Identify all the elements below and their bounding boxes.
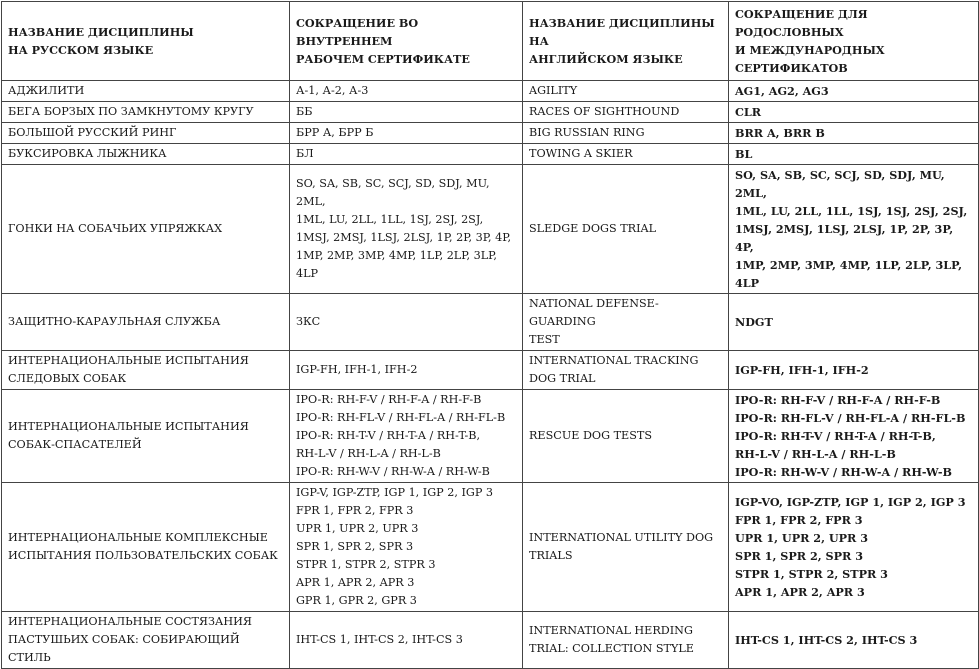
- cell-international-abbr: IHT-CS 1, IHT-CS 2, IHT-CS 3: [729, 612, 979, 669]
- table-row: [2, 351, 979, 390]
- cell-internal-abbr: БЛ: [290, 144, 523, 165]
- cell-ru-name: ГОНКИ НА СОБАЧЬИХ УПРЯЖКАХ: [2, 165, 290, 294]
- header-internal-abbr: СОКРАЩЕНИЕ ВО ВНУТРЕННЕМ РАБОЧЕМ СЕРТИФИКАТЕ: [290, 2, 523, 81]
- table-row: [2, 144, 979, 165]
- cell-international-abbr: BL: [729, 144, 979, 165]
- table-row: [2, 483, 979, 612]
- cell-ru-name: ИНТЕРНАЦИОНАЛЬНЫЕ СОСТЯЗАНИЯ ПАСТУШЬИХ СОБАК: СОБИРАЮЩИЙ СТИЛЬ: [2, 612, 290, 669]
- cell-internal-abbr: БРР А, БРР Б: [290, 123, 523, 144]
- cell-en-name: SLEDGE DOGS TRIAL: [523, 165, 729, 294]
- cell-international-abbr: BRR A, BRR B: [729, 123, 979, 144]
- cell-internal-abbr: IGP-FH, IFH-1, IFH-2: [290, 351, 523, 390]
- cell-ru-name: ЗАЩИТНО-КАРАУЛЬНАЯ СЛУЖБА: [2, 294, 290, 351]
- cell-internal-abbr: IHT-CS 1, IHT-CS 2, IHT-CS 3: [290, 612, 523, 669]
- cell-international-abbr: IGP-FH, IFH-1, IFH-2: [729, 351, 979, 390]
- cell-internal-abbr: А-1, А-2, А-3: [290, 81, 523, 102]
- table-row: [2, 612, 979, 669]
- cell-internal-abbr: SO, SA, SB, SC, SCJ, SD, SDJ, MU, 2ML, 1ML, LU, 2LL, 1LL, 1SJ, 2SJ, 2SJ, 1MSJ, 2MSJ, 1LSJ, 2LSJ, 1P, 2P, 3P, 4P, 1MP, 2MP, 3MP, 4MP, 1LP, 2LP, 3LP, 4LP: [290, 165, 523, 294]
- cell-internal-abbr: ЗКС: [290, 294, 523, 351]
- cell-internal-abbr: IGP-V, IGP-ZTP, IGP 1, IGP 2, IGP 3 FPR 1, FPR 2, FPR 3 UPR 1, UPR 2, UPR 3 SPR 1, SPR 2, SPR 3 STPR 1, STPR 2, STPR 3 APR 1, APR 2, APR 3 GPR 1, GPR 2, GPR 3: [290, 483, 523, 612]
- header-ru-name: НАЗВАНИЕ ДИСЦИПЛИНЫ НА РУССКОМ ЯЗЫКЕ: [2, 2, 290, 81]
- table-row: [2, 294, 979, 351]
- cell-en-name: RACES OF SIGHTHOUND: [523, 102, 729, 123]
- cell-en-name: NATIONAL DEFENSE-GUARDING TEST: [523, 294, 729, 351]
- cell-ru-name: АДЖИЛИТИ: [2, 81, 290, 102]
- table-row: [2, 102, 979, 123]
- cell-international-abbr: CLR: [729, 102, 979, 123]
- cell-ru-name: БОЛЬШОЙ РУССКИЙ РИНГ: [2, 123, 290, 144]
- table-row: [2, 123, 979, 144]
- cell-en-name: TOWING A SKIER: [523, 144, 729, 165]
- cell-international-abbr: SO, SA, SB, SC, SCJ, SD, SDJ, MU, 2ML, 1ML, LU, 2LL, 1LL, 1SJ, 1SJ, 2SJ, 2SJ, 1MSJ, 2MSJ, 1LSJ, 2LSJ, 1P, 2P, 3P, 4P, 1MP, 2MP, 3MP, 4MP, 1LP, 2LP, 3LP, 4LP: [729, 165, 979, 294]
- cell-international-abbr: NDGT: [729, 294, 979, 351]
- cell-ru-name: БУКСИРОВКА ЛЫЖНИКА: [2, 144, 290, 165]
- cell-en-name: INTERNATIONAL HERDING TRIAL: COLLECTION STYLE: [523, 612, 729, 669]
- cell-ru-name: ИНТЕРНАЦИОНАЛЬНЫЕ КОМПЛЕКСНЫЕ ИСПЫТАНИЯ ПОЛЬЗОВАТЕЛЬСКИХ СОБАК: [2, 483, 290, 612]
- header-en-name: НАЗВАНИЕ ДИСЦИПЛИНЫ НА АНГЛИЙСКОМ ЯЗЫКЕ: [523, 2, 729, 81]
- cell-en-name: RESCUE DOG TESTS: [523, 390, 729, 483]
- cell-international-abbr: AG1, AG2, AG3: [729, 81, 979, 102]
- cell-internal-abbr: IPO-R: RH-F-V / RH-F-A / RH-F-B IPO-R: RH-FL-V / RH-FL-A / RH-FL-B IPO-R: RH-T-V / RH-T-A / RH-T-B, RH-L-V / RH-L-A / RH-L-B IPO-R: RH-W-V / RH-W-A / RH-W-B: [290, 390, 523, 483]
- cell-ru-name: БЕГА БОРЗЫХ ПО ЗАМКНУТОМУ КРУГУ: [2, 102, 290, 123]
- cell-en-name: INTERNATIONAL UTILITY DOG TRIALS: [523, 483, 729, 612]
- table-row: [2, 81, 979, 102]
- header-international-abbr: СОКРАЩЕНИЕ ДЛЯ РОДОСЛОВНЫХ И МЕЖДУНАРОДНЫХ СЕРТИФИКАТОВ: [729, 2, 979, 81]
- disciplines-table: [1, 1, 979, 669]
- cell-ru-name: ИНТЕРНАЦИОНАЛЬНЫЕ ИСПЫТАНИЯ СОБАК-СПАСАТЕЛЕЙ: [2, 390, 290, 483]
- cell-en-name: AGILITY: [523, 81, 729, 102]
- cell-international-abbr: IPO-R: RH-F-V / RH-F-A / RH-F-B IPO-R: RH-FL-V / RH-FL-A / RH-FL-B IPO-R: RH-T-V / RH-T-A / RH-T-B, RH-L-V / RH-L-A / RH-L-B IPO-R: RH-W-V / RH-W-A / RH-W-B: [729, 390, 979, 483]
- cell-international-abbr: IGP-VO, IGP-ZTP, IGP 1, IGP 2, IGP 3 FPR 1, FPR 2, FPR 3 UPR 1, UPR 2, UPR 3 SPR 1, SPR 2, SPR 3 STPR 1, STPR 2, STPR 3 APR 1, APR 2, APR 3: [729, 483, 979, 612]
- table-row: [2, 390, 979, 483]
- cell-internal-abbr: ББ: [290, 102, 523, 123]
- header-row: [2, 2, 979, 81]
- cell-en-name: INTERNATIONAL TRACKING DOG TRIAL: [523, 351, 729, 390]
- table-row: [2, 165, 979, 294]
- cell-ru-name: ИНТЕРНАЦИОНАЛЬНЫЕ ИСПЫТАНИЯ СЛЕДОВЫХ СОБАК: [2, 351, 290, 390]
- cell-en-name: BIG RUSSIAN RING: [523, 123, 729, 144]
